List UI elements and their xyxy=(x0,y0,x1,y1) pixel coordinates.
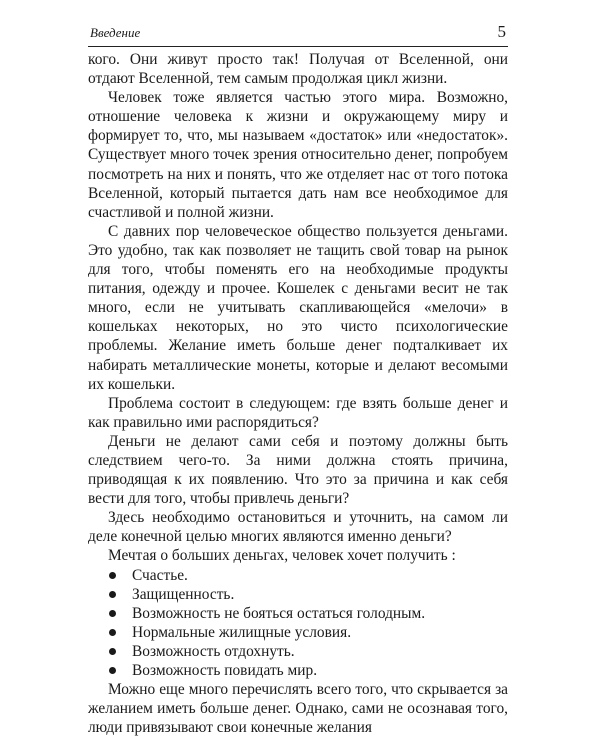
list-item-text: Нормальные жилищные условия. xyxy=(132,623,352,641)
paragraph: Человек тоже является частью этого мира. Возможно, отношение человека к жизни и окружающему миру и формирует то, что, мы называем «достаток» или «недостаток». Существует много точек зрения относительно денег, попробуем посмотреть на них и понять, что же отделяет нас от того потока Вселенной, который пытается дать нам все необходимое для счастливой и полной жизни. xyxy=(88,89,508,221)
list-item-text: Возможность не бояться остаться голодным. xyxy=(132,604,426,622)
bullet-list xyxy=(88,566,508,681)
paragraph: Можно еще много перечислять всего того, что скрывается за желанием иметь больше денег. Однако, сами не осознавая того, люди привязывают свои конечные желания xyxy=(88,681,508,737)
bullet-icon xyxy=(109,610,116,617)
list-intro: Мечтая о больших деньгах, человек хочет получить : xyxy=(108,547,456,565)
bullet-icon xyxy=(109,648,116,655)
paragraph-continued: кого. Они живут просто так! Получая от Вселенной, они отдают Вселенной, тем самым продолжая цикл жизни. xyxy=(88,51,508,88)
bullet-icon xyxy=(109,591,116,598)
bullet-icon xyxy=(109,629,116,636)
running-header xyxy=(88,22,508,47)
paragraph: Проблема состоит в следующем: где взять больше денег и как правильно ими распорядиться? xyxy=(88,394,508,431)
paragraph: С давних пор человеческое общество пользуется деньгами. Это удобно, так как позволяет не тащить свой товар на рынок для того, чтобы поменять его на необходимые продукты питания, одежду и прочее. Кошелек с деньгами весит не так много, если не учитывать скапливающейся «мелочи» в кошельках некоторых, но это чисто психологические проблемы. Желание иметь больше денег подталкивает их набирать металлические монеты, которые и делают весомыми их кошельки. xyxy=(88,222,508,393)
list-item xyxy=(88,566,508,585)
page-number: 5 xyxy=(497,22,506,41)
list-item-text: Возможность повидать мир. xyxy=(132,662,318,679)
bullet-icon xyxy=(109,572,116,579)
paragraph: Здесь необходимо остановиться и уточнить, на самом ли деле конечной целью многих являются именно деньги? xyxy=(88,509,508,546)
list-item-text: Счастье. xyxy=(132,566,188,584)
paragraph: Деньги не делают сами себя и поэтому должны быть следствием чего-то. За ними должна стоять причина, приводящая к их появлению. Что это за причина и как себя вести для того, чтобы привлечь деньги? xyxy=(88,432,508,508)
list-item xyxy=(88,604,508,623)
list-item xyxy=(88,642,508,661)
chapter-title: Введение xyxy=(90,25,141,40)
list-item xyxy=(88,585,508,604)
bullet-icon xyxy=(109,667,116,674)
list-item-text: Защищенность. xyxy=(132,585,235,603)
list-item xyxy=(88,661,508,680)
list-item-text: Возможность отдохнуть. xyxy=(132,642,295,660)
list-item xyxy=(88,623,508,642)
body-text xyxy=(88,50,508,737)
